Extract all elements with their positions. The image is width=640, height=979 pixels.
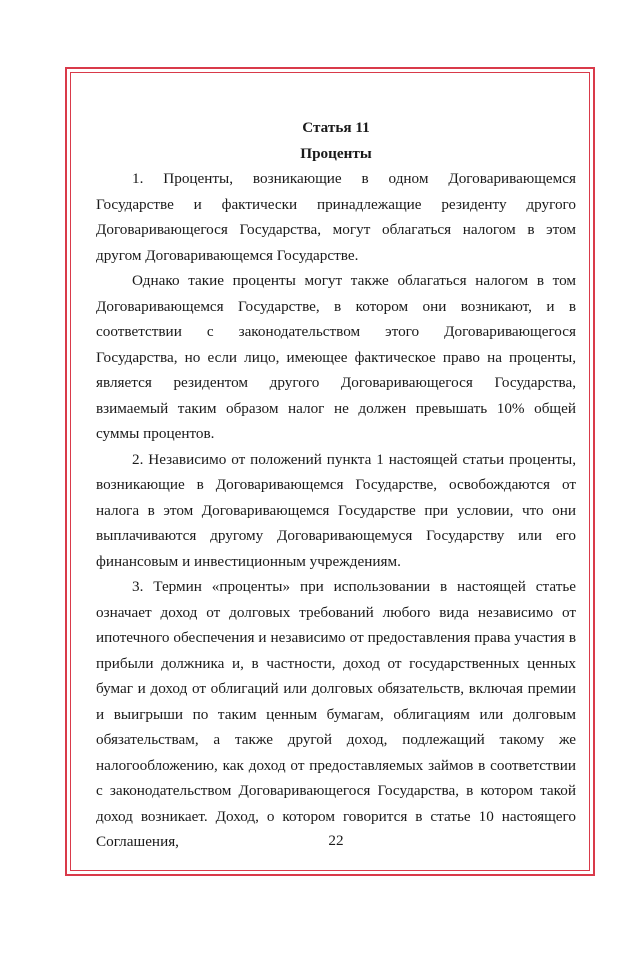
paragraph-4: 3. Термин «проценты» при использовании в настоящей статье означает доход от долговых требований любого вида независимо от ипотечного обеспечения и независимо от предоставления права участия в прибыли должника и, в частности, доход от государственных ценных бумаг и доход от облигаций или долговых обязательств, включая премии и выигрыши по таким ценным бумагам, облигациям или долговым обязательствам, а также другой доход, подлежащий такому же налогообложению, как доход от предоставляемых займов в соответствии с законодательством Договаривающегося Государства, в котором такой доход возникает. Доход, о котором говорится в статье 10 настоящего Соглашения, (96, 578, 576, 850)
paragraph-1: 1. Проценты, возникающие в одном Договаривающемся Государстве и фактически принадлежащие резиденту другого Договаривающегося Государства, могут облагаться налогом в этом другом Договаривающемся Государстве. (96, 170, 576, 264)
document-body (96, 115, 576, 855)
paragraph-3: 2. Независимо от положений пункта 1 настоящей статьи проценты, возникающие в Договаривающемся Государстве, освобождаются от налога в этом Договаривающемся Государстве при условии, что они выплачиваются другому Договаривающемуся Государству или его финансовым и инвестиционным учреждениям. (96, 450, 576, 570)
article-label: Статья 11 (302, 119, 370, 136)
paragraph-2: Однако такие проценты могут также облагаться налогом в том Договаривающемся Государстве, в котором они возникают, и в соответствии с законодательством этого Договаривающегося Государства, но если лицо, имеющее фактическое право на проценты, является резидентом другого Договаривающегося Государства, взимаемый таким образом налог не должен превышать 10% общей суммы процентов. (96, 272, 576, 442)
article-title: Проценты (300, 144, 372, 162)
page-number: 22 (328, 832, 344, 849)
